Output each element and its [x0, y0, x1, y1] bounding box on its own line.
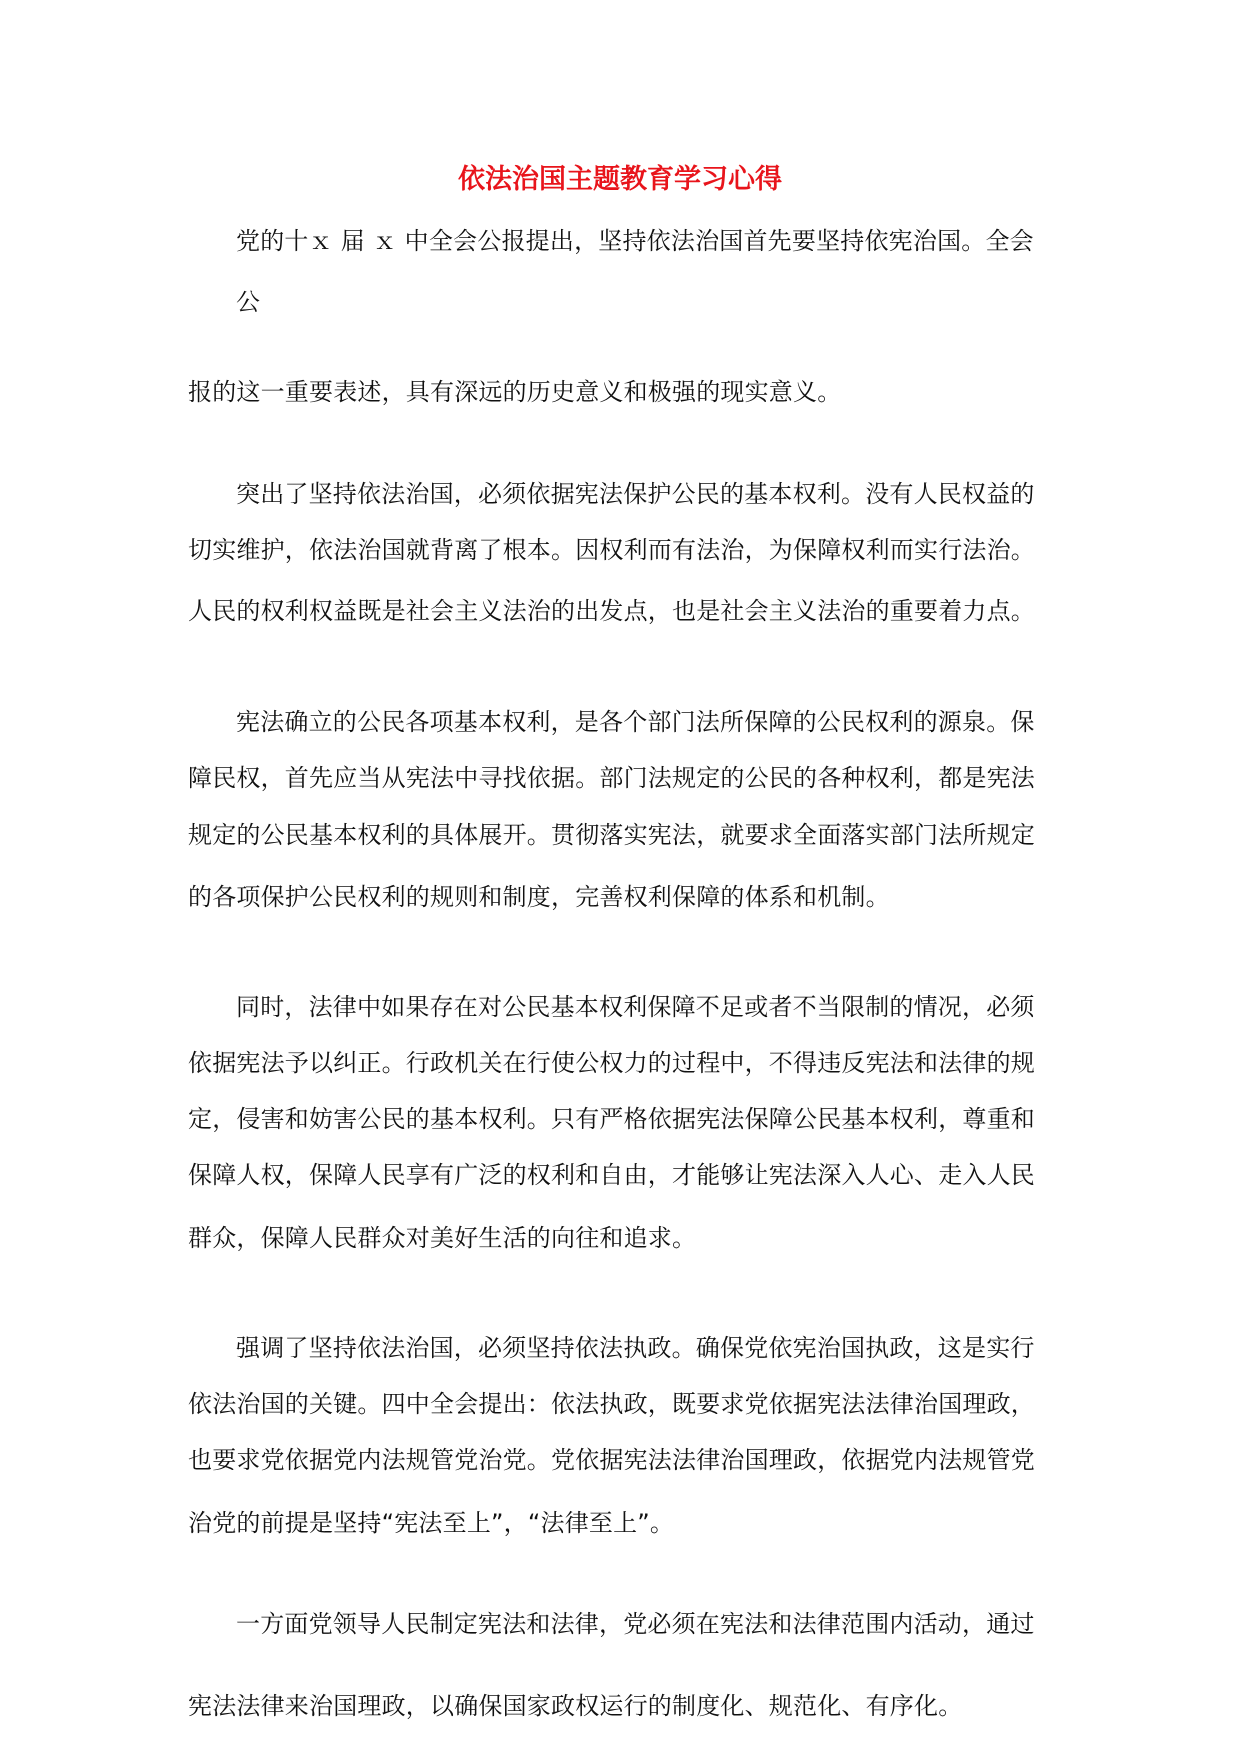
text-line: 宪法确立的公民各项基本权利，是各个部门法所保障的公民权利的源泉。保: [236, 708, 1035, 736]
text-line: 党的十ｘ 届 ｘ 中全会公报提出，坚持依法治国首先要坚持依宪治国。全会: [236, 227, 1034, 255]
text-line: 公: [236, 288, 261, 316]
text-line: 也要求党依据党内法规管党治党。党依据宪法法律治国理政，依据党内法规管党: [188, 1446, 1035, 1474]
text-line: 切实维护，依法治国就背离了根本。因权利而有法治，为保障权利而实行法治。: [188, 536, 1035, 564]
text-line: 的各项保护公民权利的规则和制度，完善权利保障的体系和机制。: [188, 883, 890, 911]
text-line: 障民权，首先应当从宪法中寻找依据。部门法规定的公民的各种权利，都是宪法: [188, 764, 1035, 792]
text-line: 突出了坚持依法治国，必须依据宪法保护公民的基本权利。没有人民权益的: [236, 480, 1035, 508]
text-line: 规定的公民基本权利的具体展开。贯彻落实宪法，就要求全面落实部门法所规定: [188, 821, 1035, 849]
text-line: 保障人权，保障人民享有广泛的权利和自由，才能够让宪法深入人心、走入人民: [188, 1161, 1035, 1189]
text-line: 强调了坚持依法治国，必须坚持依法执政。确保党依宪治国执政，这是实行: [236, 1334, 1035, 1362]
text-line: 群众，保障人民群众对美好生活的向往和追求。: [188, 1224, 697, 1252]
text-line: 治党的前提是坚持“宪法至上”，“法律至上”。: [188, 1509, 675, 1537]
text-line: 一方面党领导人民制定宪法和法律，党必须在宪法和法律范围内活动，通过: [236, 1610, 1035, 1638]
text-line: 依据宪法予以纠正。行政机关在行使公权力的过程中，不得违反宪法和法律的规: [188, 1049, 1035, 1077]
text-line: 依法治国的关键。四中全会提出：依法执政，既要求党依据宪法法律治国理政，: [188, 1390, 1035, 1418]
text-line: 报的这一重要表述，具有深远的历史意义和极强的现实意义。: [188, 378, 842, 406]
text-line: 宪法法律来治国理政，以确保国家政权运行的制度化、规范化、有序化。: [188, 1692, 963, 1720]
text-line: 同时，法律中如果存在对公民基本权利保障不足或者不当限制的情况，必须: [236, 993, 1035, 1021]
text-line: 人民的权利权益既是社会主义法治的出发点，也是社会主义法治的重要着力点。: [188, 597, 1035, 625]
document-title: 依法治国主题教育学习心得: [458, 164, 782, 195]
text-line: 定，侵害和妨害公民的基本权利。只有严格依据宪法保障公民基本权利，尊重和: [188, 1105, 1035, 1133]
